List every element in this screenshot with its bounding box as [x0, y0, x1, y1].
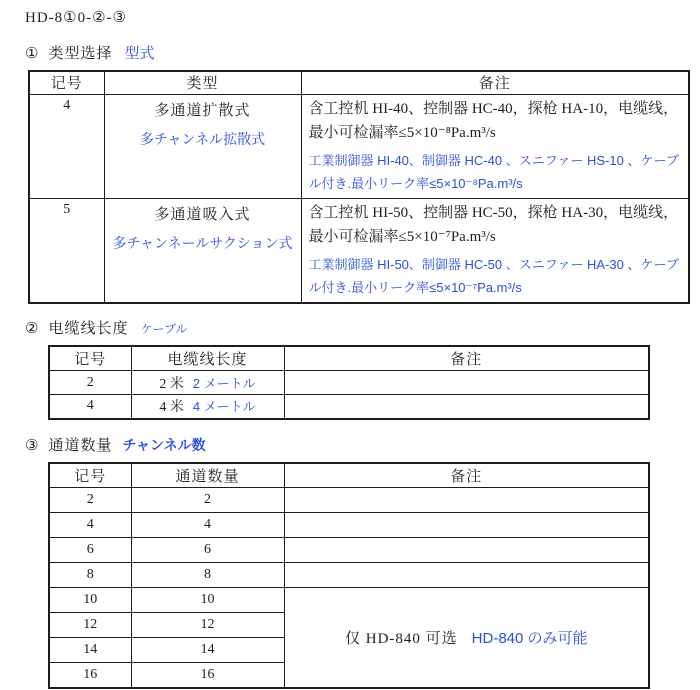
- table-row: [49, 588, 649, 613]
- code-cell: 2: [49, 488, 131, 513]
- merged-remark-japanese: HD-840 のみ可能: [471, 629, 588, 647]
- qty-cell: 14: [131, 638, 284, 663]
- document-page: [0, 8, 700, 690]
- table-header-row: [49, 463, 649, 488]
- type-selection-table: [28, 70, 690, 304]
- code-cell: 4: [49, 395, 131, 419]
- section-number: ②: [25, 320, 39, 337]
- column-header-code: 记号: [49, 463, 131, 488]
- length-japanese: 4 メートル: [192, 399, 256, 415]
- table-row: [49, 488, 649, 513]
- section-label-japanese: ケーブル: [140, 321, 188, 336]
- remark-cell-empty: [284, 513, 649, 538]
- type-chinese: 多通道吸入式: [154, 206, 251, 223]
- remark-chinese: 含工控机 HI-40、控制器 HC-40，探枪 HA-10，电缆线，最小可检漏率≤5×10⁻⁸Pa.m³/s: [308, 100, 679, 141]
- qty-cell: 6: [131, 538, 284, 563]
- section-heading-channels: [25, 434, 700, 455]
- table-header-row: [29, 71, 689, 94]
- length-cell: [131, 395, 284, 419]
- channel-count-table: [48, 462, 650, 689]
- column-header-code: 记号: [29, 71, 104, 94]
- qty-cell: 4: [131, 513, 284, 538]
- remark-cell-empty: [284, 371, 649, 395]
- qty-cell: 16: [131, 663, 284, 688]
- section-label-japanese: チャンネル数: [122, 436, 206, 453]
- code-cell: 4: [29, 94, 104, 198]
- table-row: [49, 563, 649, 588]
- length-chinese: 2 米: [159, 376, 184, 392]
- page-title: HD-8①0-②-③: [25, 10, 127, 26]
- qty-cell: 2: [131, 488, 284, 513]
- code-cell: 5: [29, 198, 104, 303]
- section-heading-type: [25, 42, 700, 63]
- type-japanese: 多チャンネル拡散式: [139, 130, 266, 147]
- code-cell: 4: [49, 513, 131, 538]
- section-number: ①: [25, 46, 39, 62]
- code-cell: 8: [49, 563, 131, 588]
- code-cell: 16: [49, 663, 131, 688]
- section-heading-cable: [25, 317, 700, 338]
- merged-remark-chinese: 仅 HD-840 可选: [344, 630, 458, 647]
- table-row: [49, 371, 649, 395]
- section-number: ③: [25, 437, 39, 454]
- table-row: [29, 94, 689, 198]
- remark-cell-empty: [284, 395, 649, 419]
- qty-cell: 8: [131, 563, 284, 588]
- remark-cell: [301, 94, 689, 198]
- column-header-remark: 备注: [301, 71, 689, 94]
- section-label: 通道数量: [48, 437, 113, 454]
- section-label-japanese: 型式: [124, 46, 155, 62]
- code-cell: 2: [49, 371, 131, 395]
- section-label: 电缆线长度: [48, 320, 129, 337]
- table-header-row: [49, 346, 649, 371]
- section-label: 类型选择: [48, 46, 113, 62]
- table-row: [29, 198, 689, 303]
- code-cell: 12: [49, 613, 131, 638]
- table-row: [49, 538, 649, 563]
- table-row: [49, 395, 649, 419]
- remark-cell-empty: [284, 488, 649, 513]
- remark-cell-empty: [284, 563, 649, 588]
- type-chinese: 多通道扩散式: [154, 102, 251, 119]
- qty-cell: 12: [131, 613, 284, 638]
- column-header-length: 电缆线长度: [131, 346, 284, 371]
- type-cell: [104, 198, 301, 303]
- qty-cell: 10: [131, 588, 284, 613]
- remark-cell-empty: [284, 538, 649, 563]
- type-japanese: 多チャンネールサクション式: [112, 234, 293, 251]
- code-cell: 6: [49, 538, 131, 563]
- column-header-code: 记号: [49, 346, 131, 371]
- code-cell: 10: [49, 588, 131, 613]
- remark-japanese: 工業制御器 HI-40、制御器 HC-40 、スニファー HS-10 、ケーブル付き.最小リーク率≤5×10⁻⁸Pa.m³/s: [308, 152, 679, 191]
- type-cell: [104, 94, 301, 198]
- table-row: [49, 513, 649, 538]
- length-japanese: 2 メートル: [192, 375, 256, 391]
- length-cell: [131, 371, 284, 395]
- remark-cell-merged: [284, 588, 649, 688]
- cable-length-table: [48, 345, 650, 420]
- length-chinese: 4 米: [159, 400, 184, 416]
- remark-cell: [301, 198, 689, 303]
- remark-japanese: 工業制御器 HI-50、制御器 HC-50 、スニファー HA-30 、ケーブル付き.最小リーク率≤5×10⁻⁷Pa.m³/s: [308, 256, 679, 295]
- remark-chinese: 含工控机 HI-50、控制器 HC-50，探枪 HA-30，电缆线，最小可检漏率≤5×10⁻⁷Pa.m³/s: [308, 204, 679, 245]
- column-header-qty: 通道数量: [131, 463, 284, 488]
- column-header-type: 类型: [104, 71, 301, 94]
- code-cell: 14: [49, 638, 131, 663]
- column-header-remark: 备注: [284, 463, 649, 488]
- column-header-remark: 备注: [284, 346, 649, 371]
